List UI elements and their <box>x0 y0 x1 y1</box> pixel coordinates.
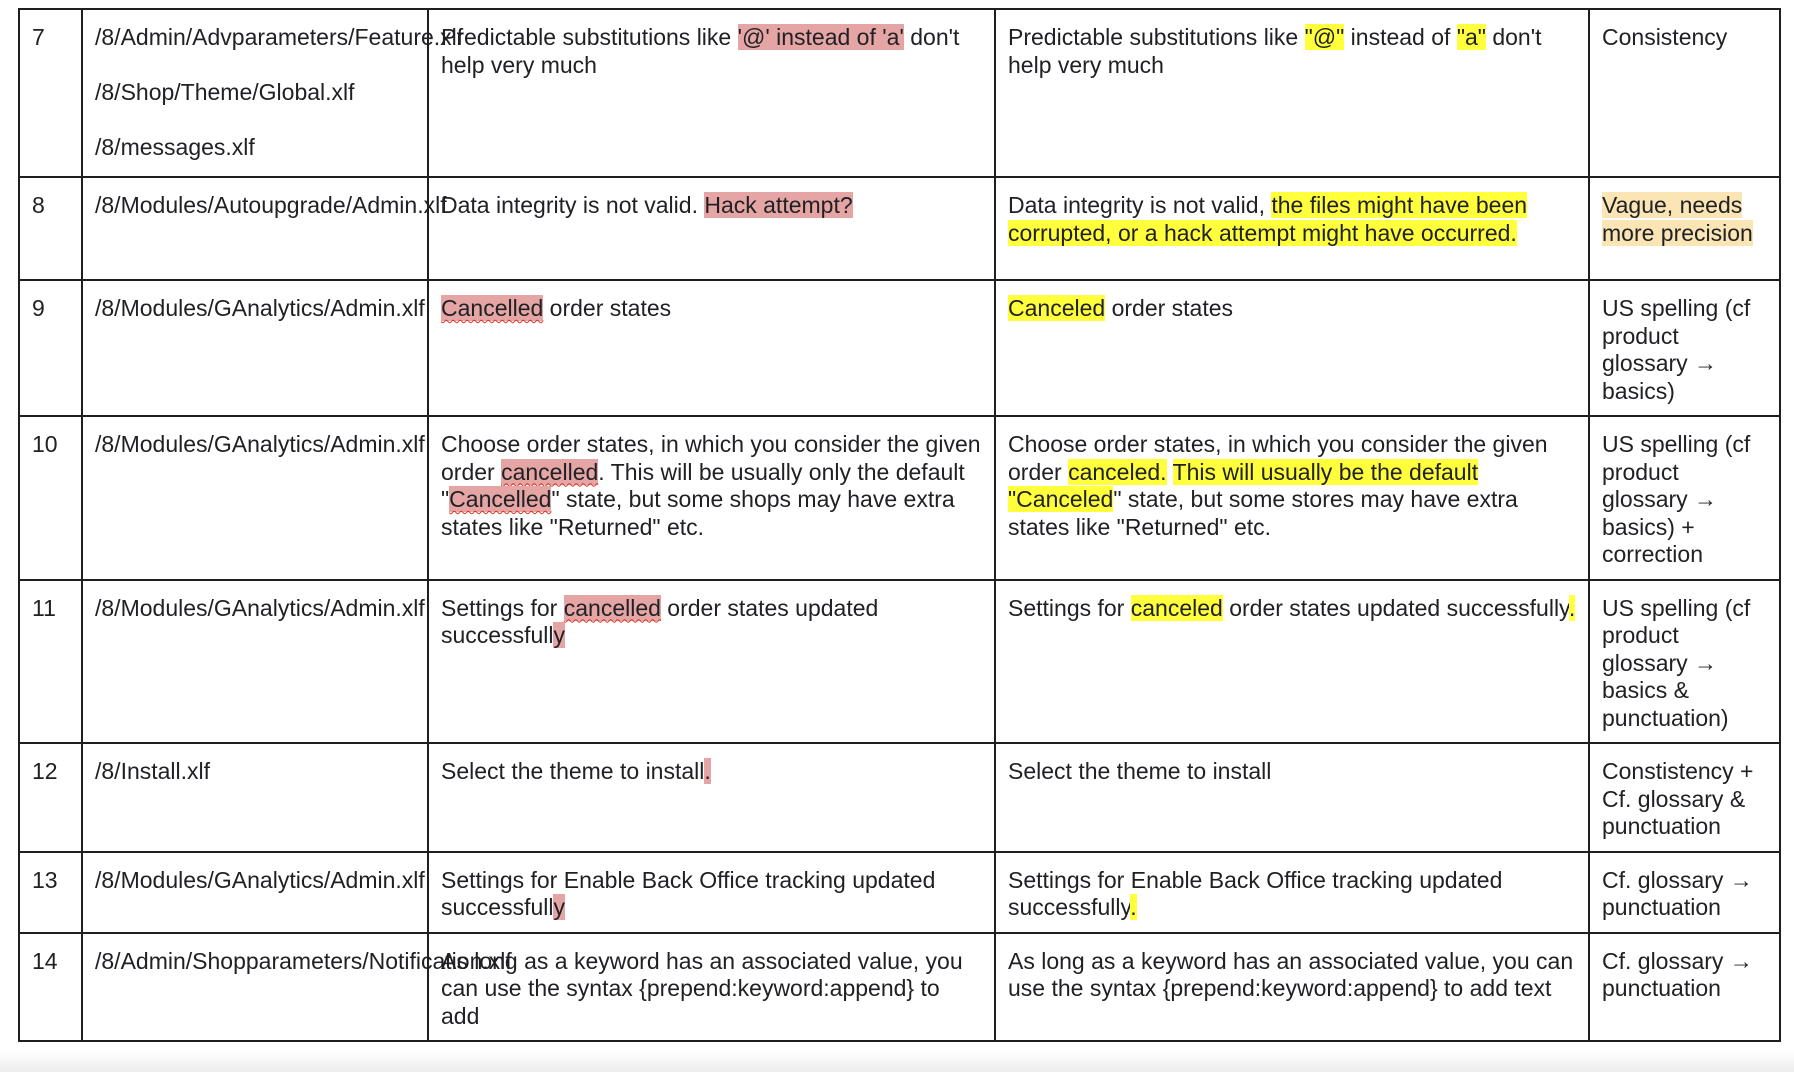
highlighted-text: Canceled <box>1008 295 1106 321</box>
text-segment: Settings for Enable Back Office tracking updated successfully <box>1008 866 1503 920</box>
row-number: 7 <box>19 9 82 177</box>
highlighted-text: cancelled <box>501 458 599 485</box>
text-segment: " state, but some stores may have extra states like "Returned" etc. <box>1008 486 1518 540</box>
table-row <box>19 852 1780 933</box>
comment-cell <box>1589 177 1780 280</box>
table-row <box>19 743 1780 852</box>
text-segment: Constistency + Cf. glossary & punctuation <box>1602 758 1754 839</box>
source-text-cell <box>428 852 995 933</box>
table-row <box>19 416 1780 580</box>
highlighted-text: . <box>1130 894 1137 920</box>
text-segment: Settings for Enable Back Office tracking updated successfull <box>441 866 936 920</box>
file-path-cell <box>82 416 428 580</box>
row-number: 8 <box>19 177 82 280</box>
text-segment: Cf. glossary → punctuation <box>1602 947 1753 1001</box>
text-segment: Select the theme to install <box>1008 758 1272 784</box>
text-segment: " state, but some shops may have extra states like "Returned" etc. <box>441 486 955 540</box>
file-path: /8/Modules/GAnalytics/Admin.xlf <box>95 295 425 321</box>
row-number: 11 <box>19 580 82 744</box>
row-number: 12 <box>19 743 82 852</box>
corrected-text-cell <box>995 852 1589 933</box>
highlighted-text: y <box>553 622 565 648</box>
text-segment: US spelling (cf product glossary → basics) + correction <box>1602 431 1751 567</box>
highlighted-text: the files might have been corrupted, or a hack attempt might have occurred. <box>1008 192 1528 246</box>
highlighted-text: Vague, needs more precision <box>1602 192 1753 246</box>
source-text-cell <box>428 743 995 852</box>
highlighted-text: canceled <box>1130 594 1223 621</box>
translation-review-table <box>18 8 1781 1042</box>
text-segment: instead of <box>1344 24 1457 50</box>
highlighted-text: Hack attempt? <box>704 192 853 218</box>
table-row <box>19 280 1780 416</box>
file-path-cell <box>82 933 512 1042</box>
text-segment: . This will be usually only the default " <box>441 458 965 512</box>
highlighted-text: "a" <box>1456 24 1486 50</box>
table-row <box>19 177 1780 280</box>
file-path-cell <box>82 9 464 177</box>
highlighted-text: "@" <box>1304 24 1345 50</box>
file-path: /8/Modules/GAnalytics/Admin.xlf <box>95 866 425 893</box>
text-segment: Predictable substitutions like <box>441 24 738 50</box>
text-segment: As long as a keyword has an associated value, you can use the syntax {prepend:keyword:append} to add text <box>1008 947 1574 1001</box>
highlighted-text: . <box>1568 594 1576 621</box>
source-text-cell <box>428 280 995 416</box>
file-path-cell <box>82 852 428 933</box>
source-text-cell <box>428 416 995 580</box>
corrected-text-cell <box>995 9 1589 177</box>
source-text-cell <box>428 580 995 744</box>
corrected-text-cell <box>995 933 1589 1042</box>
text-segment: Select the theme to install <box>441 758 705 784</box>
row-number: 9 <box>19 280 82 416</box>
bottom-fade <box>0 1050 1794 1072</box>
source-text-cell <box>428 9 995 177</box>
highlighted-text: y <box>553 894 565 920</box>
comment-cell <box>1589 743 1780 852</box>
comment-cell <box>1589 9 1780 177</box>
text-segment <box>1167 459 1173 485</box>
highlighted-text: Cancelled <box>441 295 544 321</box>
file-path-cell <box>82 743 428 852</box>
row-number: 14 <box>19 933 82 1042</box>
corrected-text-cell <box>995 580 1589 744</box>
table-row <box>19 9 1780 177</box>
comment-cell <box>1589 933 1780 1042</box>
text-segment: order states <box>1105 295 1234 321</box>
source-text-cell <box>428 177 995 280</box>
corrected-text-cell <box>995 416 1589 580</box>
comment-cell <box>1589 580 1780 744</box>
text-segment: don't help very much <box>441 24 960 78</box>
file-path-cell <box>82 177 447 280</box>
table-row <box>19 933 1780 1042</box>
highlighted-text: Cancelled <box>449 486 552 512</box>
text-segment: don't help very much <box>1008 24 1542 78</box>
text-segment: Consistency <box>1602 24 1728 50</box>
highlighted-text: canceled. <box>1068 458 1167 485</box>
table-body <box>19 9 1780 1041</box>
file-path-cell <box>82 580 428 744</box>
highlighted-text: cancelled <box>563 594 661 621</box>
text-segment: US spelling (cf product glossary → basics) <box>1602 295 1751 404</box>
text-segment: Choose order states, in which you consider the given order <box>1008 431 1548 485</box>
highlighted-text: '@' instead of 'a' <box>737 24 904 50</box>
file-path: /8/Modules/Autoupgrade/Admin.xlf <box>95 192 447 218</box>
comment-cell <box>1589 280 1780 416</box>
text-segment: order states updated successfully <box>1222 594 1569 621</box>
table-row <box>19 580 1780 744</box>
text-segment: As long as a keyword has an associated value, you can use the syntax {prepend:keyword:append} to add <box>441 947 963 1029</box>
text-segment: US spelling (cf product glossary → basics & punctuation) <box>1602 594 1751 731</box>
highlighted-text: This will usually be the default "Canceled <box>1008 458 1479 512</box>
file-path: /8/Shop/Theme/Global.xlf <box>95 79 355 105</box>
corrected-text-cell <box>995 743 1589 852</box>
comment-cell <box>1589 416 1780 580</box>
file-path-cell <box>82 280 428 416</box>
text-segment: Settings for <box>441 594 564 621</box>
row-number: 13 <box>19 852 82 933</box>
source-text-cell <box>428 933 995 1042</box>
corrected-text-cell <box>995 177 1589 280</box>
corrected-text-cell <box>995 280 1589 416</box>
file-path: /8/Modules/GAnalytics/Admin.xlf <box>95 431 425 457</box>
file-path: /8/messages.xlf <box>95 134 255 160</box>
text-segment: Settings for <box>1008 594 1131 621</box>
text-segment: Data integrity is not valid, <box>1008 192 1272 218</box>
text-segment: order states <box>543 295 672 321</box>
text-segment: Data integrity is not valid. <box>441 192 705 218</box>
text-segment: Choose order states, in which you consider the given order <box>441 431 981 485</box>
highlighted-text: . <box>704 758 711 784</box>
file-path: /8/Admin/Advparameters/Feature.xlf <box>95 24 464 50</box>
comment-cell <box>1589 852 1780 933</box>
file-path: /8/Admin/Shopparameters/Notification.xlf <box>95 947 512 974</box>
row-number: 10 <box>19 416 82 580</box>
text-segment: order states updated successfull <box>441 594 879 648</box>
text-segment: Predictable substitutions like <box>1008 24 1305 50</box>
file-path: /8/Modules/GAnalytics/Admin.xlf <box>95 594 425 621</box>
text-segment: Cf. glossary → punctuation <box>1602 866 1753 920</box>
file-path: /8/Install.xlf <box>95 758 211 784</box>
